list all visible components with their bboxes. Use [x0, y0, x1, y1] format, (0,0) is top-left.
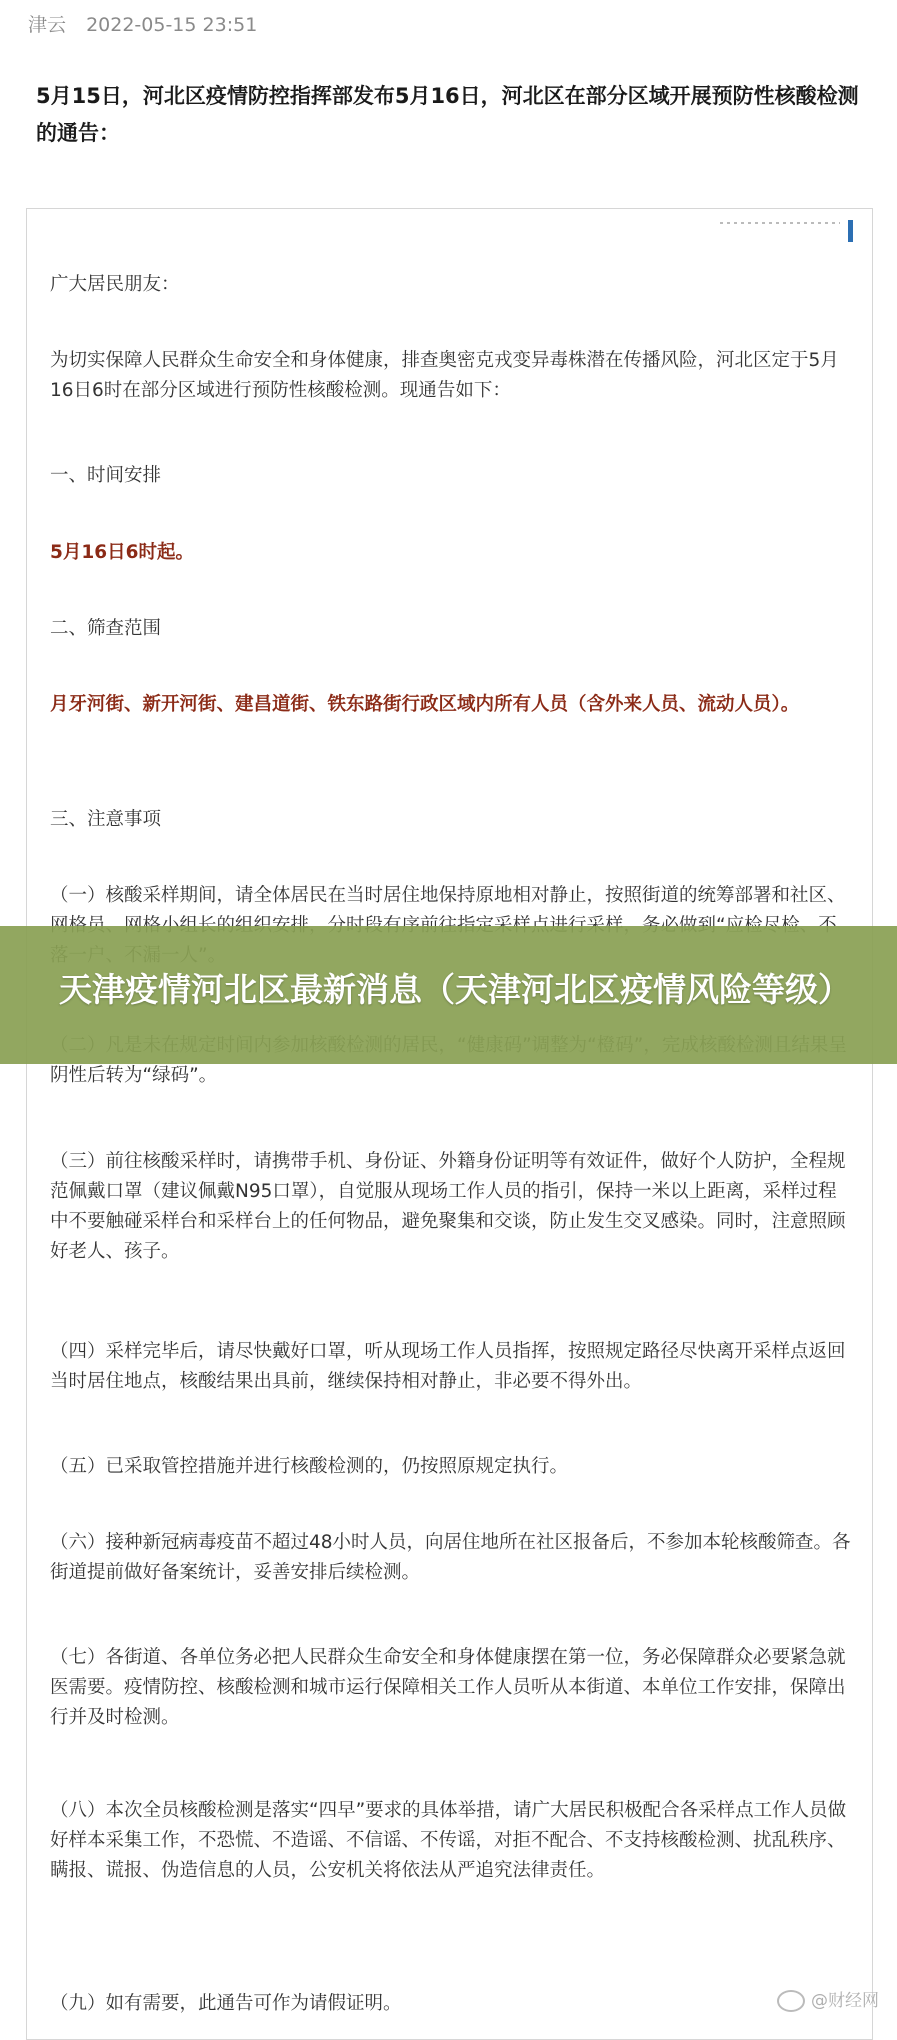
- banner-title: 天津疫情河北区最新消息（天津河北区疫情风险等级）: [59, 970, 851, 1009]
- notice-item-3: （三）前往核酸采样时，请携带手机、身份证、外籍身份证明等有效证件，做好个人防护，全程规范佩戴口罩（建议佩戴N95口罩），自觉服从现场工作人员的指引，保持一米以上距离，采样过程中不要触碰采样台和采样台上的任何物品，避免聚集和交谈，防止发生交叉感染。同时，注意照顾好老人、孩子。: [50, 1151, 846, 1262]
- author-name[interactable]: 津云: [28, 14, 67, 36]
- section2-title: 二、筛查范围: [50, 618, 162, 639]
- scroll-track-dots: [720, 222, 840, 224]
- weibo-logo-icon: [777, 1990, 805, 2012]
- article-headline: 5月15日，河北区疫情防控指挥部发布5月16日，河北区在部分区域开展预防性核酸检测的通告：: [36, 84, 859, 145]
- notice-item-4: （四）采样完毕后，请尽快戴好口罩，听从现场工作人员指挥，按照规定路径尽快离开采样点返回当时居住地点，核酸结果出具前，继续保持相对静止，非必要不得外出。: [50, 1341, 846, 1392]
- section1-time: 5月16日6时起。: [50, 542, 194, 563]
- section3-title: 三、注意事项: [50, 809, 162, 830]
- notice-item-9: （九）如有需要，此通告可作为请假证明。: [50, 1993, 402, 2014]
- source-watermark: [777, 1986, 879, 2012]
- notice-item-8: （八）本次全员核酸检测是落实“四早”要求的具体举措，请广大居民积极配合各采样点工作人员做好样本采集工作，不恐慌、不造谣、不信谣、不传谣，对拒不配合、不支持核酸检测、扰乱秩序、瞒报、谎报、伪造信息的人员，公安机关将依法从严追究法律责任。: [50, 1800, 847, 1881]
- notice-item-2: 阴性后转为“绿码”。: [50, 1065, 218, 1086]
- notice-intro: 为切实保障人民群众生命安全和身体健康，排查奥密克戎变异毒株潜在传播风险，河北区定于5月16日6时在部分区域进行预防性核酸检测。现通告如下：: [50, 350, 839, 401]
- article-meta: [28, 10, 257, 37]
- notice-item-5: （五）已采取管控措施并进行核酸检测的，仍按照原规定执行。: [50, 1456, 569, 1477]
- scroll-indicator: [848, 220, 853, 242]
- notice-item-6: （六）接种新冠病毒疫苗不超过48小时人员，向居住地所在社区报备后，不参加本轮核酸筛查。各街道提前做好备案统计，妥善安排后续检测。: [50, 1532, 851, 1583]
- section2-scope: 月牙河街、新开河街、建昌道街、铁东路街行政区域内所有人员（含外来人员、流动人员）。: [50, 694, 800, 715]
- publish-time: 2022-05-15 23:51: [86, 14, 258, 36]
- section1-title: 一、时间安排: [50, 465, 162, 486]
- notice-greeting: 广大居民朋友：: [50, 274, 180, 295]
- notice-item-7: （七）各街道、各单位务必把人民群众生命安全和身体健康摆在第一位，务必保障群众必要紧急就医需要。疫情防控、核酸检测和城市运行保障相关工作人员听从本街道、本单位工作安排，保障出行并及时检测。: [50, 1647, 846, 1728]
- watermark-text: @财经网: [811, 1991, 879, 2011]
- notice-item-1: （一）核酸采样期间，请全体居民在当时居住地保持原地相对静止，按照街道的统筹部署和社区、: [50, 885, 846, 906]
